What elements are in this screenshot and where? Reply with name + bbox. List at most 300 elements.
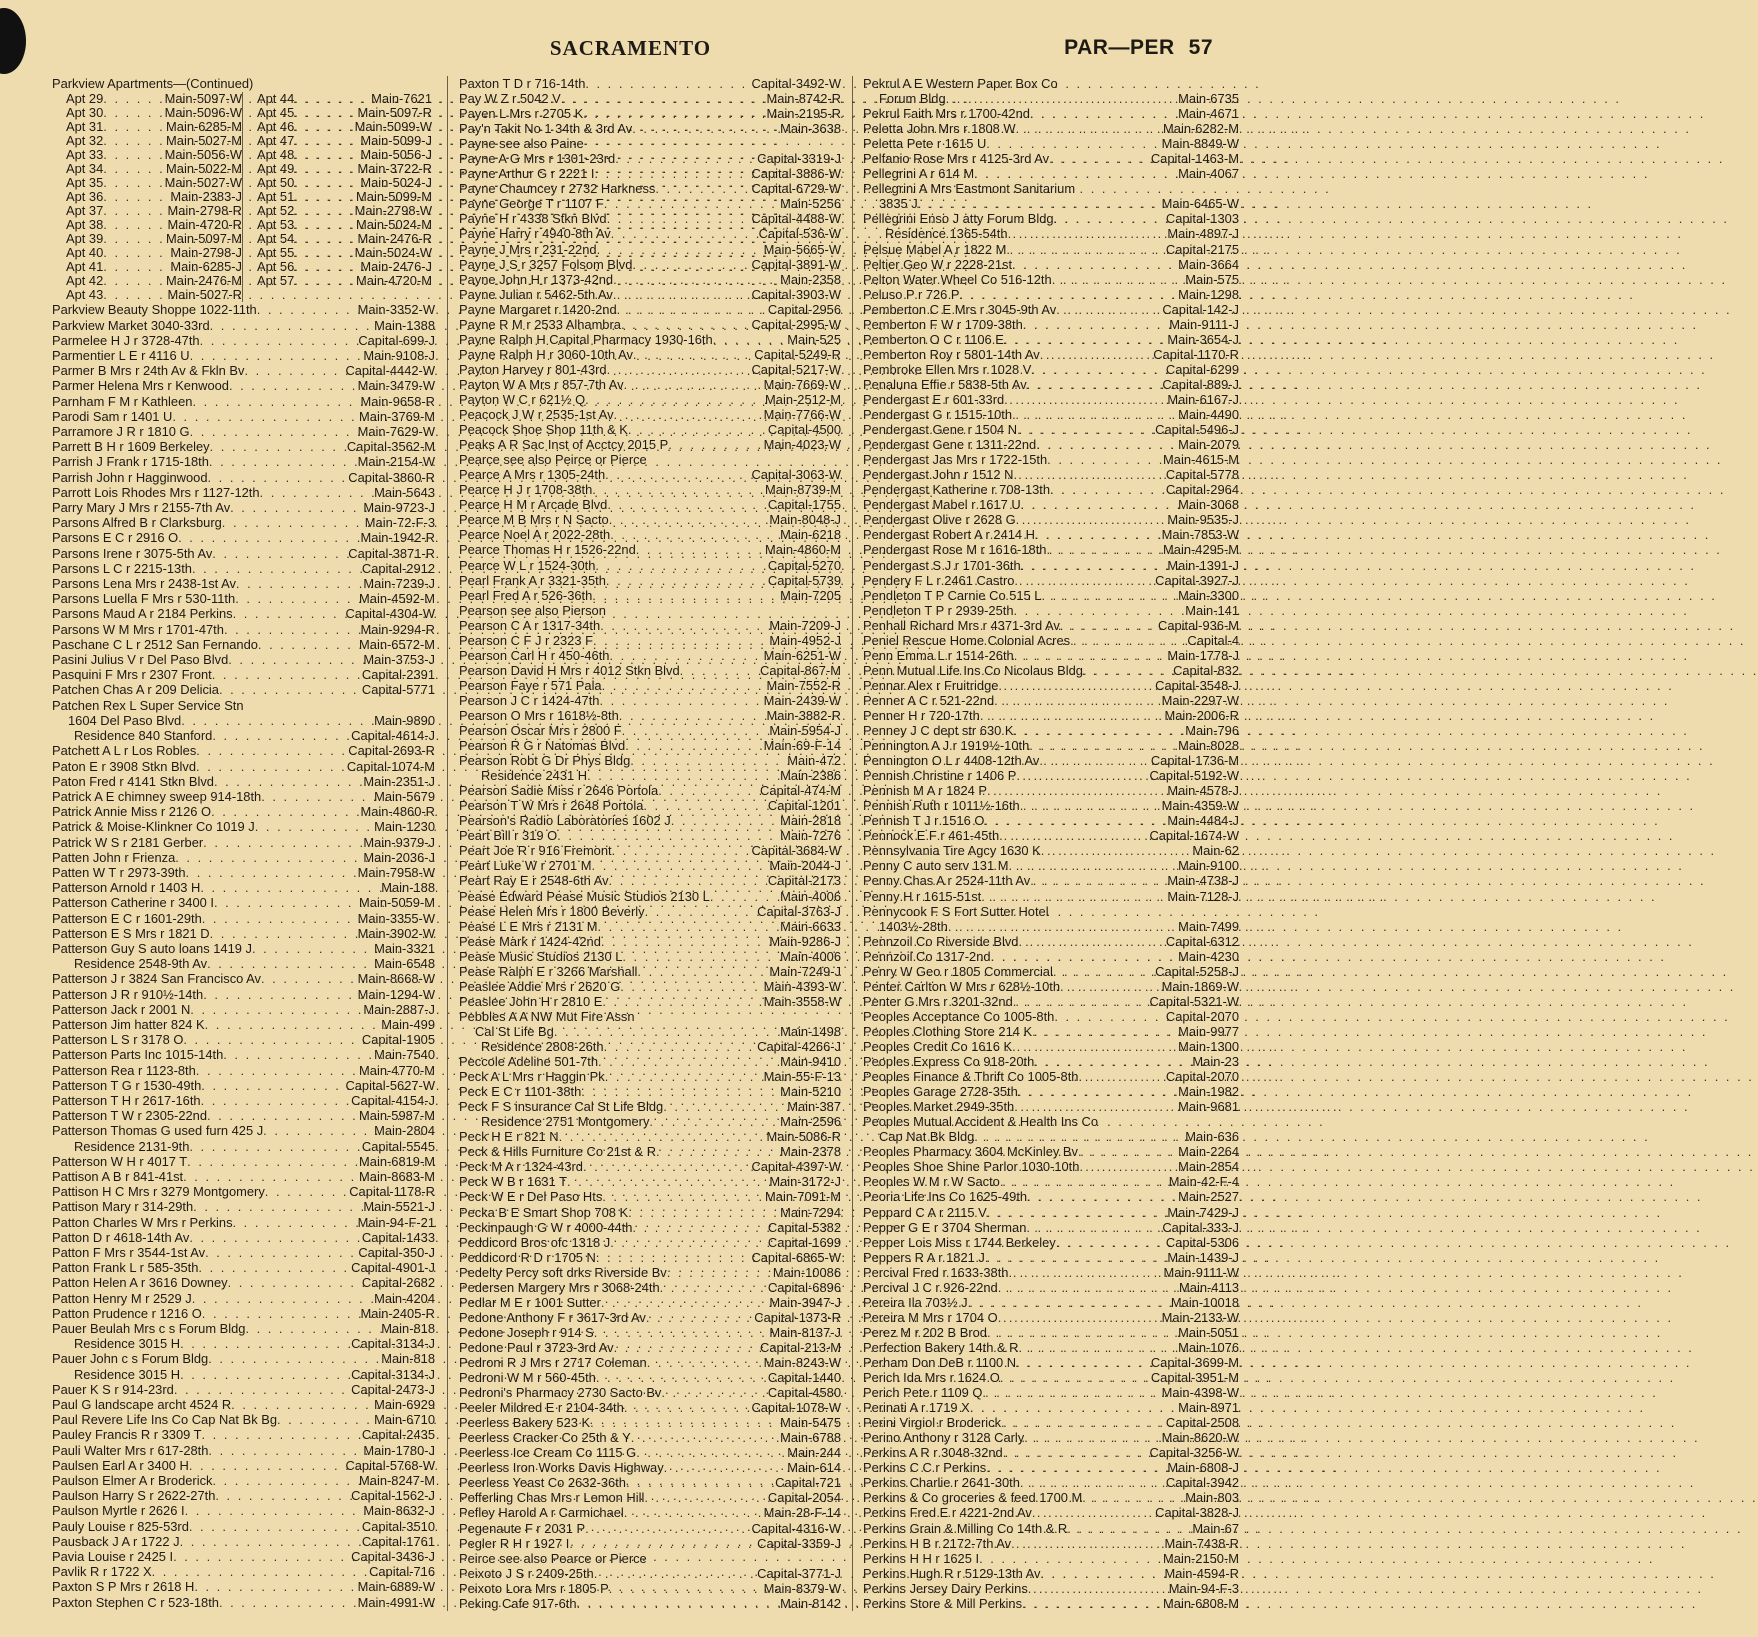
listing-entry (459, 679, 841, 693)
listing-entry (459, 408, 841, 422)
listing-name: Perich Pete r 1109 Q (863, 1385, 983, 1401)
phone-number: Main-8739-M (765, 482, 841, 498)
listing-name: Apt 55 (257, 245, 295, 261)
phone-number: Capital-3860-R (348, 469, 435, 485)
dot-leader (590, 1416, 780, 1430)
listing-entry (257, 162, 432, 176)
listing-entry (863, 769, 1239, 783)
dot-leader (252, 942, 374, 956)
listing-entry (863, 423, 1239, 437)
listing-name: Apt 57 (257, 273, 295, 289)
dot-leader (581, 1085, 780, 1099)
listing-entry (52, 927, 435, 941)
dot-leader (187, 1155, 359, 1169)
dot-leader (598, 920, 781, 934)
phone-number: Main-3172-J (769, 1174, 841, 1190)
phone-number: Main-3902-W (357, 925, 435, 941)
dot-leader (1020, 1476, 1166, 1490)
listing-entry (863, 1446, 1239, 1460)
listing-entry (459, 1416, 841, 1430)
dot-leader (636, 1446, 787, 1460)
dot-leader (624, 1401, 752, 1415)
dot-leader (960, 288, 1179, 302)
listing-entry (459, 965, 841, 979)
listing-name: Cal St Life Bg (475, 1023, 554, 1039)
dot-leader (189, 1459, 346, 1473)
listing-name: Residence 2131-9th (74, 1138, 190, 1154)
listing-entry (863, 1190, 1239, 1204)
phone-number: Capital-3828-J (1155, 1505, 1239, 1521)
listing-name: Peart Luke W r 2701 M (459, 858, 592, 874)
listing-entry (52, 623, 435, 637)
listing-entry (459, 348, 841, 362)
dot-leader (970, 1401, 1178, 1415)
listing-entry (459, 468, 841, 482)
listing-name: Pereira Ila 703½ J (863, 1294, 968, 1310)
phone-number: Main-94-F-3 (1168, 1580, 1239, 1596)
listing-entry (863, 408, 1239, 422)
listing-name: Pendergast John r 1512 N (863, 467, 1014, 483)
dot-leader (1067, 1522, 1192, 1536)
dot-leader (185, 1504, 364, 1518)
phone-number: Main-4578-J (1167, 783, 1239, 799)
listing-entry (52, 1231, 435, 1245)
dot-leader (569, 1537, 757, 1551)
listing-name: Paulson Myrtle r 2626 I (52, 1503, 185, 1519)
dot-leader (1060, 619, 1158, 633)
listing-name: Patterson Parts Inc 1015-14th (52, 1047, 224, 1063)
residence-entry (459, 769, 841, 783)
listing-name: Apt 49 (257, 161, 295, 177)
dot-leader (202, 1307, 361, 1321)
phone-number: Capital-5258-J (1155, 963, 1239, 979)
dot-leader (643, 799, 768, 813)
listing-entry (459, 1070, 841, 1084)
listing-name: Apt 31 (66, 119, 104, 135)
dot-leader (567, 1175, 769, 1189)
dot-leader (203, 988, 357, 1002)
listing-entry: Peirce see also Pearce or Pierce (459, 1550, 647, 1566)
phone-number: Capital-3510 (361, 1518, 435, 1534)
dot-leader (987, 1326, 1178, 1340)
listing-entry (459, 1221, 841, 1235)
dot-leader (210, 319, 374, 333)
listing-continuation (863, 197, 1239, 211)
listing-entry (459, 167, 841, 181)
phone-number: Capital-5192-W (1149, 768, 1239, 784)
dot-leader (632, 1221, 767, 1235)
dot-leader (235, 592, 359, 606)
listing-name: Parsons W M Mrs r 1701-47th (52, 621, 224, 637)
city-heading: SACRAMENTO (549, 36, 712, 60)
listing-entry (459, 995, 841, 1009)
listing-name: Pendergast G r 1515-10th (863, 407, 1013, 423)
listing-name: Perfection Bakery 14th & R (863, 1339, 1019, 1355)
dot-leader (189, 1231, 362, 1245)
listing-entry (459, 1175, 841, 1189)
listing-name: Pearl Fred A r 526-36th (459, 587, 593, 603)
listing-entry: Pekrul A E Western Paper Box Co (863, 76, 1058, 91)
phone-number: Capital-1755 (767, 497, 841, 513)
listing-name: Apt 35 (66, 175, 104, 191)
residence-entry (52, 1368, 435, 1382)
dot-leader (175, 851, 363, 865)
listing-entry (863, 649, 1239, 663)
listing-name: Pearce Noel A r 2022-28th (459, 527, 611, 543)
dot-leader (189, 1520, 362, 1534)
listing-entry (52, 760, 435, 774)
dot-leader (1054, 1010, 1166, 1024)
dot-leader (980, 709, 1165, 723)
listing-entry (459, 634, 841, 648)
dot-leader (152, 1565, 369, 1579)
listing-entry (459, 874, 841, 888)
listing-name: Pembroke Ellen Mrs r 1028 V (863, 361, 1032, 377)
listing-entry (459, 829, 841, 843)
dot-leader (649, 1115, 780, 1129)
listing-name: Patten John r Frienza (52, 849, 176, 865)
listing-entry (459, 1537, 841, 1551)
dot-leader (594, 167, 751, 181)
dot-leader (1016, 1356, 1151, 1370)
dot-leader (201, 1094, 352, 1108)
listing-name: Apt 54 (257, 231, 295, 247)
listing-name: Pease Mark r 1424-42nd (459, 933, 601, 949)
listing-entry (52, 1292, 435, 1306)
phone-number: Main-5022-M (166, 161, 242, 177)
dot-leader (948, 920, 1178, 934)
dot-leader (609, 513, 770, 527)
phone-number: Main-23 (1192, 1054, 1239, 1070)
dot-leader (671, 814, 780, 828)
dot-leader (645, 905, 758, 919)
listing-name: Peoria Life Ins Co 1625-49th (863, 1189, 1028, 1205)
listing-entry (863, 694, 1239, 708)
phone-number: Main-7429-J (1167, 1204, 1239, 1220)
listing-entry (459, 227, 841, 241)
residence-entry (459, 1040, 841, 1054)
phone-number: Main-9111-W (1163, 1264, 1239, 1280)
listing-entry (863, 513, 1239, 527)
listing-name: Pennock E F r 461-45th (863, 828, 1000, 844)
listing-entry (459, 754, 841, 768)
listing-entry (459, 890, 841, 904)
dot-leader (1039, 754, 1151, 768)
phone-number: Capital-1905 (361, 1032, 435, 1048)
listing-entry (52, 1109, 435, 1123)
listing-entry (459, 1296, 841, 1310)
phone-number: Capital-721 (775, 1475, 841, 1491)
listing-entry (52, 319, 435, 333)
phone-number: Capital-5545 (361, 1138, 435, 1154)
listing-name: Pellegrini Enso J atty Forum Bldg (863, 211, 1054, 227)
phone-number: Main-6282-M (1163, 121, 1239, 137)
listing-name: Paxton S P Mrs r 2618 H (52, 1579, 195, 1595)
dot-leader (180, 1337, 351, 1351)
dot-leader (601, 935, 769, 949)
listing-name: Parodi Sam r 1401 U (52, 408, 173, 424)
dot-leader (183, 1170, 359, 1184)
phone-number: Main-6285-M (166, 119, 242, 135)
phone-number: Main-3352-W (357, 302, 435, 318)
listing-entry (459, 1130, 841, 1144)
listing-name: Peacock J W r 2535-1st Av (459, 407, 614, 423)
dot-leader (987, 784, 1167, 798)
phone-number: Main-1982 (1178, 1084, 1239, 1100)
listing-entry (459, 784, 841, 798)
listing-entry (863, 724, 1239, 738)
dot-leader (587, 769, 780, 783)
phone-number: Main-2297-W (1161, 692, 1239, 708)
listing-entry (52, 1276, 435, 1290)
dot-leader (655, 182, 751, 196)
phone-number: Main-4006 (780, 888, 841, 904)
dot-leader (613, 273, 780, 287)
dot-leader (294, 274, 356, 288)
listing-name: Patterson J r 3824 San Francisco Av (52, 971, 261, 987)
dot-leader (103, 120, 166, 134)
listing-entry (459, 905, 841, 919)
listing-name: Parmer B Mrs r 24th Av & Fkln Bv (52, 363, 245, 379)
phone-number: Main-4720-R (167, 217, 242, 233)
listing-name: Apt 44 (257, 91, 295, 107)
listing-name: Paxton Stephen C r 523-18th (52, 1594, 219, 1610)
phone-number: Main-3300 (1178, 587, 1239, 603)
listing-entry (863, 152, 1239, 166)
listing-entry (257, 260, 432, 274)
dot-leader (294, 204, 354, 218)
phone-number: Main-9681 (1178, 1099, 1239, 1115)
dot-leader (592, 483, 765, 497)
listing-name: Pemberton Roy r 5801-14th Av (863, 346, 1040, 362)
dot-leader (611, 227, 759, 241)
phone-number: Capital-2070 (1165, 1008, 1239, 1024)
listing-entry (863, 950, 1239, 964)
listing-entry (863, 634, 1239, 648)
listing-entry (459, 182, 841, 196)
listing-entry (459, 1491, 841, 1505)
phone-number: Main-5024-M (356, 217, 432, 233)
listing-name: Penaluna Effie r 5838-5th Av (863, 376, 1027, 392)
phone-number: Capital-4397-W (751, 1159, 841, 1175)
phone-number: Main-8048-J (769, 512, 841, 528)
listing-entry (52, 364, 435, 378)
listing-entry (459, 498, 841, 512)
dot-leader (583, 107, 766, 121)
phone-number: Main-3664 (1178, 256, 1239, 272)
phone-number: Main-6285-J (170, 259, 242, 275)
listing-name: Peart Joe R r 916 Fremont (459, 843, 612, 859)
listing-entry (459, 1100, 841, 1114)
phone-number: Main-5027-M (166, 133, 242, 149)
listing-entry (52, 395, 435, 409)
phone-number: Main-55-F-13 (763, 1069, 841, 1085)
phone-number: Main-6788 (780, 1430, 841, 1446)
dot-leader (982, 1386, 1161, 1400)
listing-entry (52, 942, 435, 956)
listing-name: Patterson J R r 910½-14th (52, 986, 204, 1002)
listing-name: Peaslee Addie Mrs r 2620 G (459, 978, 621, 994)
phone-number: Capital-936-M (1158, 617, 1239, 633)
listing-entry (863, 890, 1239, 904)
listing-entry (863, 589, 1239, 603)
phone-number: Main-472 (787, 753, 841, 769)
dot-leader (1018, 1085, 1178, 1099)
phone-number: Capital-474-M (760, 783, 841, 799)
listing-name: Apt 32 (66, 133, 104, 149)
phone-number: Capital-2964 (1165, 482, 1239, 498)
phone-number: Main-5475 (780, 1415, 841, 1431)
phone-number: Capital-1178-R (349, 1184, 435, 1200)
listing-entry (52, 1520, 435, 1534)
phone-number: Main-9890 (374, 712, 435, 728)
dot-leader (190, 425, 358, 439)
phone-number: Main-5099-M (356, 189, 432, 205)
listing-name: Paulson Elmer A r Broderick (52, 1473, 213, 1489)
phone-number: Main-62 (1192, 843, 1239, 859)
listing-entry (52, 471, 435, 485)
phone-number: Capital-5306 (1165, 1234, 1239, 1250)
dot-leader (294, 162, 357, 176)
listing-name: Patton Prudence r 1216 O (52, 1305, 202, 1321)
phone-number: Capital-1736-M (1150, 753, 1239, 769)
dot-leader (1021, 498, 1178, 512)
listing-name: Residence 3015 H (74, 1336, 181, 1352)
phone-number: Main-6710 (374, 1412, 435, 1428)
phone-number: Capital-3134-J (351, 1366, 435, 1382)
listing-entry (863, 273, 1239, 287)
listing-name: Pennington A J r 1919½-10th (863, 738, 1030, 754)
dot-leader (600, 619, 769, 633)
phone-number: Main-818 (381, 1321, 435, 1337)
listing-entry (257, 246, 432, 260)
phone-number: Main-2798-J (170, 245, 242, 261)
listing-entry (863, 1416, 1239, 1430)
dot-leader (103, 288, 167, 302)
listing-name: Pennington O L r 4408-12th Av (863, 753, 1040, 769)
listing-name: Peking Cafe 917-6th (459, 1595, 577, 1611)
listing-name: Pease L E Mrs r 2131 M (459, 918, 598, 934)
listing-name: Payne Harry r 4940-8th Av (459, 226, 611, 242)
listing-entry: Peoples Mutual Accident & Health Ins Co (863, 1114, 1099, 1130)
listing-entry (863, 1055, 1239, 1069)
phone-number: Main-9100 (1178, 858, 1239, 874)
phone-number: Main-8247-M (359, 1473, 435, 1489)
listing-entry (863, 1100, 1239, 1114)
phone-number: Main-2596 (780, 1114, 841, 1130)
listing-entry (66, 162, 242, 176)
listing-name: Perich Ida Mrs r 1624 O (863, 1370, 1000, 1386)
listing-entry (52, 592, 435, 606)
listing-name: Paulson Harry S r 2622-27th (52, 1488, 216, 1504)
dot-leader (103, 218, 167, 232)
listing-name: Patterson Rea r 1123-8th (52, 1062, 196, 1078)
listing-name: Patton Frank L r 585-35th (52, 1260, 199, 1276)
phone-number: Capital-1761 (361, 1533, 435, 1549)
dot-leader (258, 638, 359, 652)
listing-name: Pease Helen Mrs r 1800 Beverly (459, 903, 645, 919)
dot-leader (610, 1236, 768, 1250)
phone-number: Main-6735 (1178, 91, 1239, 107)
dot-leader (208, 1444, 363, 1458)
listing-name: Parmer Helena Mrs r Kenwood (52, 378, 229, 394)
listing-entry (863, 303, 1239, 317)
dot-leader (207, 957, 374, 971)
listing-name: Pay'n Takit No 1 34th & 3rd Av (459, 121, 633, 137)
phone-number: Main-9379-J (363, 834, 435, 850)
listing-entry (459, 1356, 841, 1370)
phone-number: Capital-1699 (767, 1234, 841, 1250)
listing-name: Payton W A Mrs r 857-7th Av (459, 376, 624, 392)
dot-leader (1047, 453, 1163, 467)
dot-leader (103, 274, 166, 288)
dot-leader (985, 1251, 1168, 1265)
listing-name: Payton Harvey r 801-43rd (459, 361, 607, 377)
listing-entry (66, 120, 242, 134)
listing-entry (863, 679, 1239, 693)
listing-name: Pease Music Studios 2130 L (459, 948, 623, 964)
dot-leader (1001, 1416, 1166, 1430)
listing-name: Patrick & Moise-Klinkner Co 1019 J (52, 819, 255, 835)
listing-entry: Pellegrini A Mrs Eastmont Sanitarium (863, 181, 1076, 197)
listing-entry (52, 1094, 435, 1108)
dot-leader (1012, 258, 1178, 272)
listing-name: Pauly Louise r 825-53rd (52, 1518, 189, 1534)
listing-entry (52, 988, 435, 1002)
listing-entry (863, 1341, 1239, 1355)
listing-entry (52, 683, 435, 697)
listing-name: Apt 50 (257, 175, 295, 191)
listing-name: Perini Virgiol r Broderick (863, 1415, 1002, 1431)
listing-name: Apt 46 (257, 119, 295, 135)
phone-number: Capital-1074-M (346, 758, 435, 774)
dot-leader (201, 1079, 345, 1093)
phone-number: Capital-1078-W (751, 1400, 841, 1416)
dot-leader (1014, 1100, 1178, 1114)
listing-name: Pedroni R J Mrs r 2717 Coleman (459, 1354, 647, 1370)
dot-leader (103, 162, 166, 176)
listing-entry (52, 334, 435, 348)
dot-leader (192, 562, 362, 576)
listing-entry (863, 468, 1239, 482)
listing-entry (863, 559, 1239, 573)
phone-number: Main-2798-R (167, 203, 242, 219)
phone-number: Capital-536-W (758, 226, 841, 242)
listing-entry (459, 1597, 841, 1611)
dot-leader (1082, 1491, 1185, 1505)
listing-name: Peletta John Mrs r 1808 W (863, 121, 1016, 137)
phone-number: Capital-3763-J (757, 903, 841, 919)
listing-entry (459, 1236, 841, 1250)
listing-name: 3835 J (879, 196, 918, 212)
listing-name: Apt 40 (66, 245, 104, 261)
dot-leader (294, 218, 356, 232)
listing-name: Patterson E S Mrs r 1821 D (52, 925, 210, 941)
listing-name: Parramore J R r 1810 G (52, 424, 190, 440)
dot-leader (605, 1070, 764, 1084)
dot-leader (173, 1550, 351, 1564)
phone-number: Main-1780-J (363, 1442, 435, 1458)
listing-entry (459, 543, 841, 557)
column-3 (863, 77, 1239, 1611)
phone-number: Main-4230 (1178, 948, 1239, 964)
listing-entry (863, 1597, 1239, 1611)
dot-leader (1032, 1025, 1178, 1039)
listing-entry (52, 501, 435, 515)
listing-name: Pepper G E r 3704 Sherman (863, 1219, 1027, 1235)
listing-name: Paulsen Earl A r 3400 H (52, 1457, 189, 1473)
listing-name: Pecka B E Smart Shop 708 K (459, 1204, 629, 1220)
